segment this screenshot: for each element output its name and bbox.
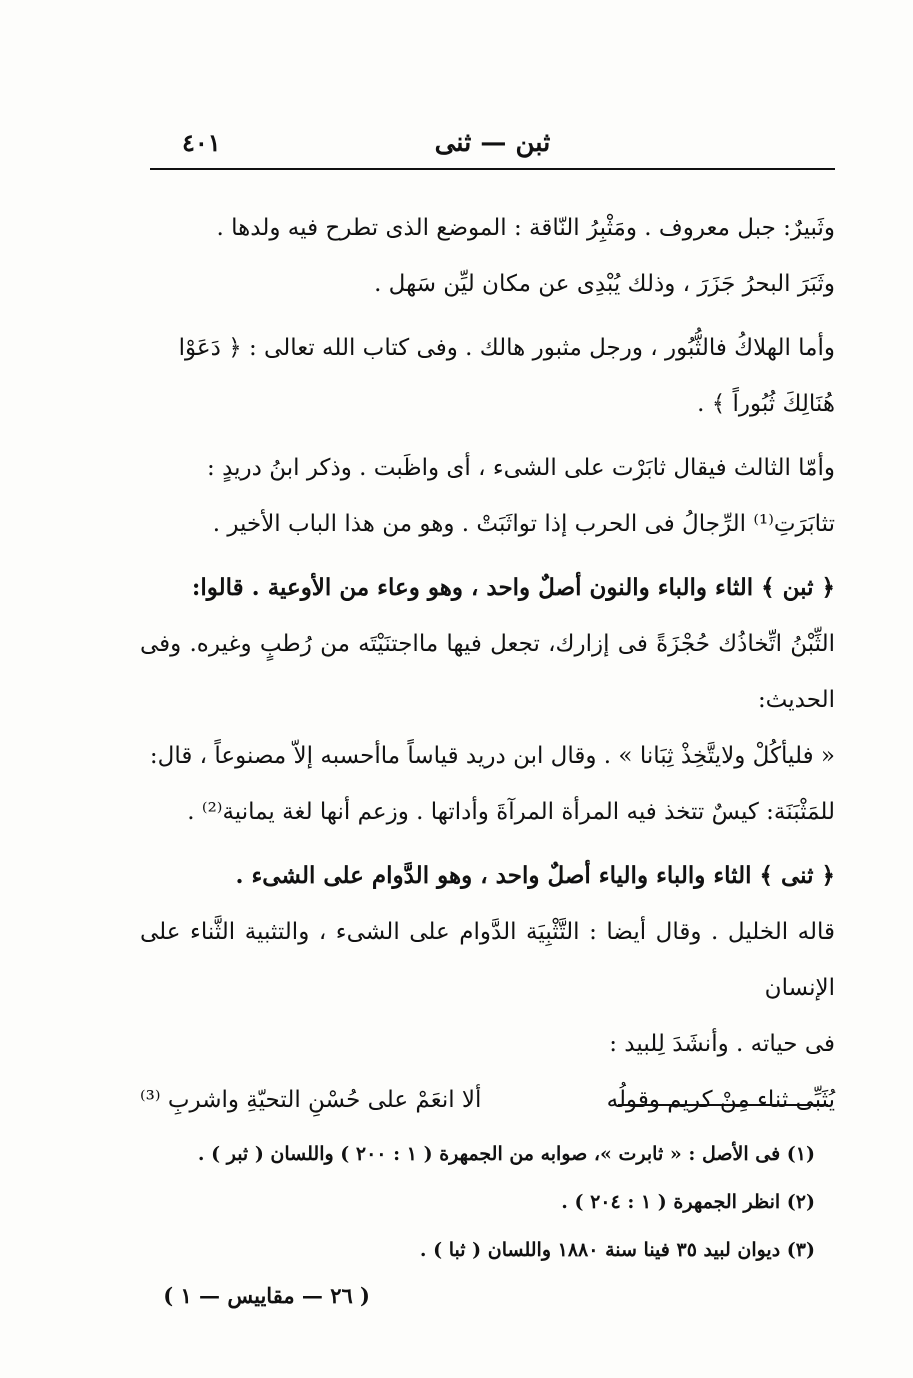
text-line: وأمّا الثالث فيقال ثابَرْت على الشىء ، أى واظَبت . وذكر ابنُ دريدٍ : [207, 455, 835, 481]
footnotes [140, 1130, 815, 1274]
text-line: الثِّبْنُ اتِّخاذُك حُجْزَةً فى إزارك، تجعل فيها مااجتنَيْتَه من رُطبٍ وغيره. وفى الحديث: [140, 631, 835, 713]
page-number: ٤٠١ [182, 128, 221, 157]
page-header [150, 118, 835, 170]
text-line: للمَثْبَنَة: كيسٌ تتخذ فيه المرأة المرآةَ وأداتها . وزعم أنها لغة يمانية⁽²⁾ . [187, 799, 835, 825]
footnote: (٣) ديوان لبيد ٣٥ فينا سنة ١٨٨٠ واللسان ( ثبا ) . [419, 1239, 815, 1261]
running-title: ثبن — ثنى [434, 128, 551, 158]
text-line: فى حياته . وأنشَدَ لِلبيد : [609, 1031, 835, 1057]
text-line: هُنَالِكَ ثُبُوراً ﴾ . [697, 391, 835, 417]
verse-first-hemistich: يُثَبِّى ثناء مِنْ كريم وقولُه [606, 1087, 835, 1113]
printer-signature: ( ٢٦ — مقاييس — ١ ) [163, 1283, 370, 1308]
text-line: قاله الخليل . وقال أيضا : التَّثْبِيَة الدَّوام على الشىء ، والتثبية الثَّناء على الإنسان [140, 919, 835, 1001]
text-line: وأما الهلاكُ فالثُّبُور ، ورجل مثبور هالك . وفى كتاب الله تعالى : ﴿ دَعَوْا [178, 335, 835, 361]
text-line: « فليأكُلْ ولايتَّخِذْ ثِبَانا » . وقال ابن دريد قياساً ماأحسبه إلاّ مصنوعاً ، قال: [149, 743, 835, 769]
footnote-divider [618, 1104, 828, 1106]
footnote: (٢) انظر الجمهرة ( ١ : ٢٠٤ ) . [561, 1191, 815, 1213]
text-line: وثَبَرَ البحرُ جَزَرَ ، وذلك يُبْدِى عن مكان ليِّن سَهل . [374, 271, 835, 297]
entry-line: ﴿ ثنى ﴾ الثاء والباء والياء أصلٌ واحد ، وهو الدَّوام على الشىء . [235, 862, 835, 889]
entry-line: ﴿ ثبن ﴾ الثاء والباء والنون أصلٌ واحد ، وهو وعاء من الأوعية . قالوا: [191, 574, 835, 601]
main-text [140, 200, 835, 1128]
text-line: وثَبيرٌ: جبل معروف . ومَثْبِرُ النّاقة : الموضع الذى تطرح فيه ولدها . [216, 215, 835, 241]
verse-second-hemistich: ألا انعَمْ على حُسْنِ التحيّةِ واشربِ ⁽³⁾ [140, 1087, 482, 1113]
poem-verse [140, 1072, 835, 1128]
text-line: تثابَرَتِ⁽¹⁾ الرِّجالُ فى الحرب إذا تواثَبَتْ . وهو من هذا الباب الأخير . [212, 511, 835, 537]
footnote: (١) فى الأصل : « ثابرت »، صوابه من الجمهرة ( ١ : ٢٠٠ ) واللسان ( ثبر ) . [197, 1143, 815, 1165]
